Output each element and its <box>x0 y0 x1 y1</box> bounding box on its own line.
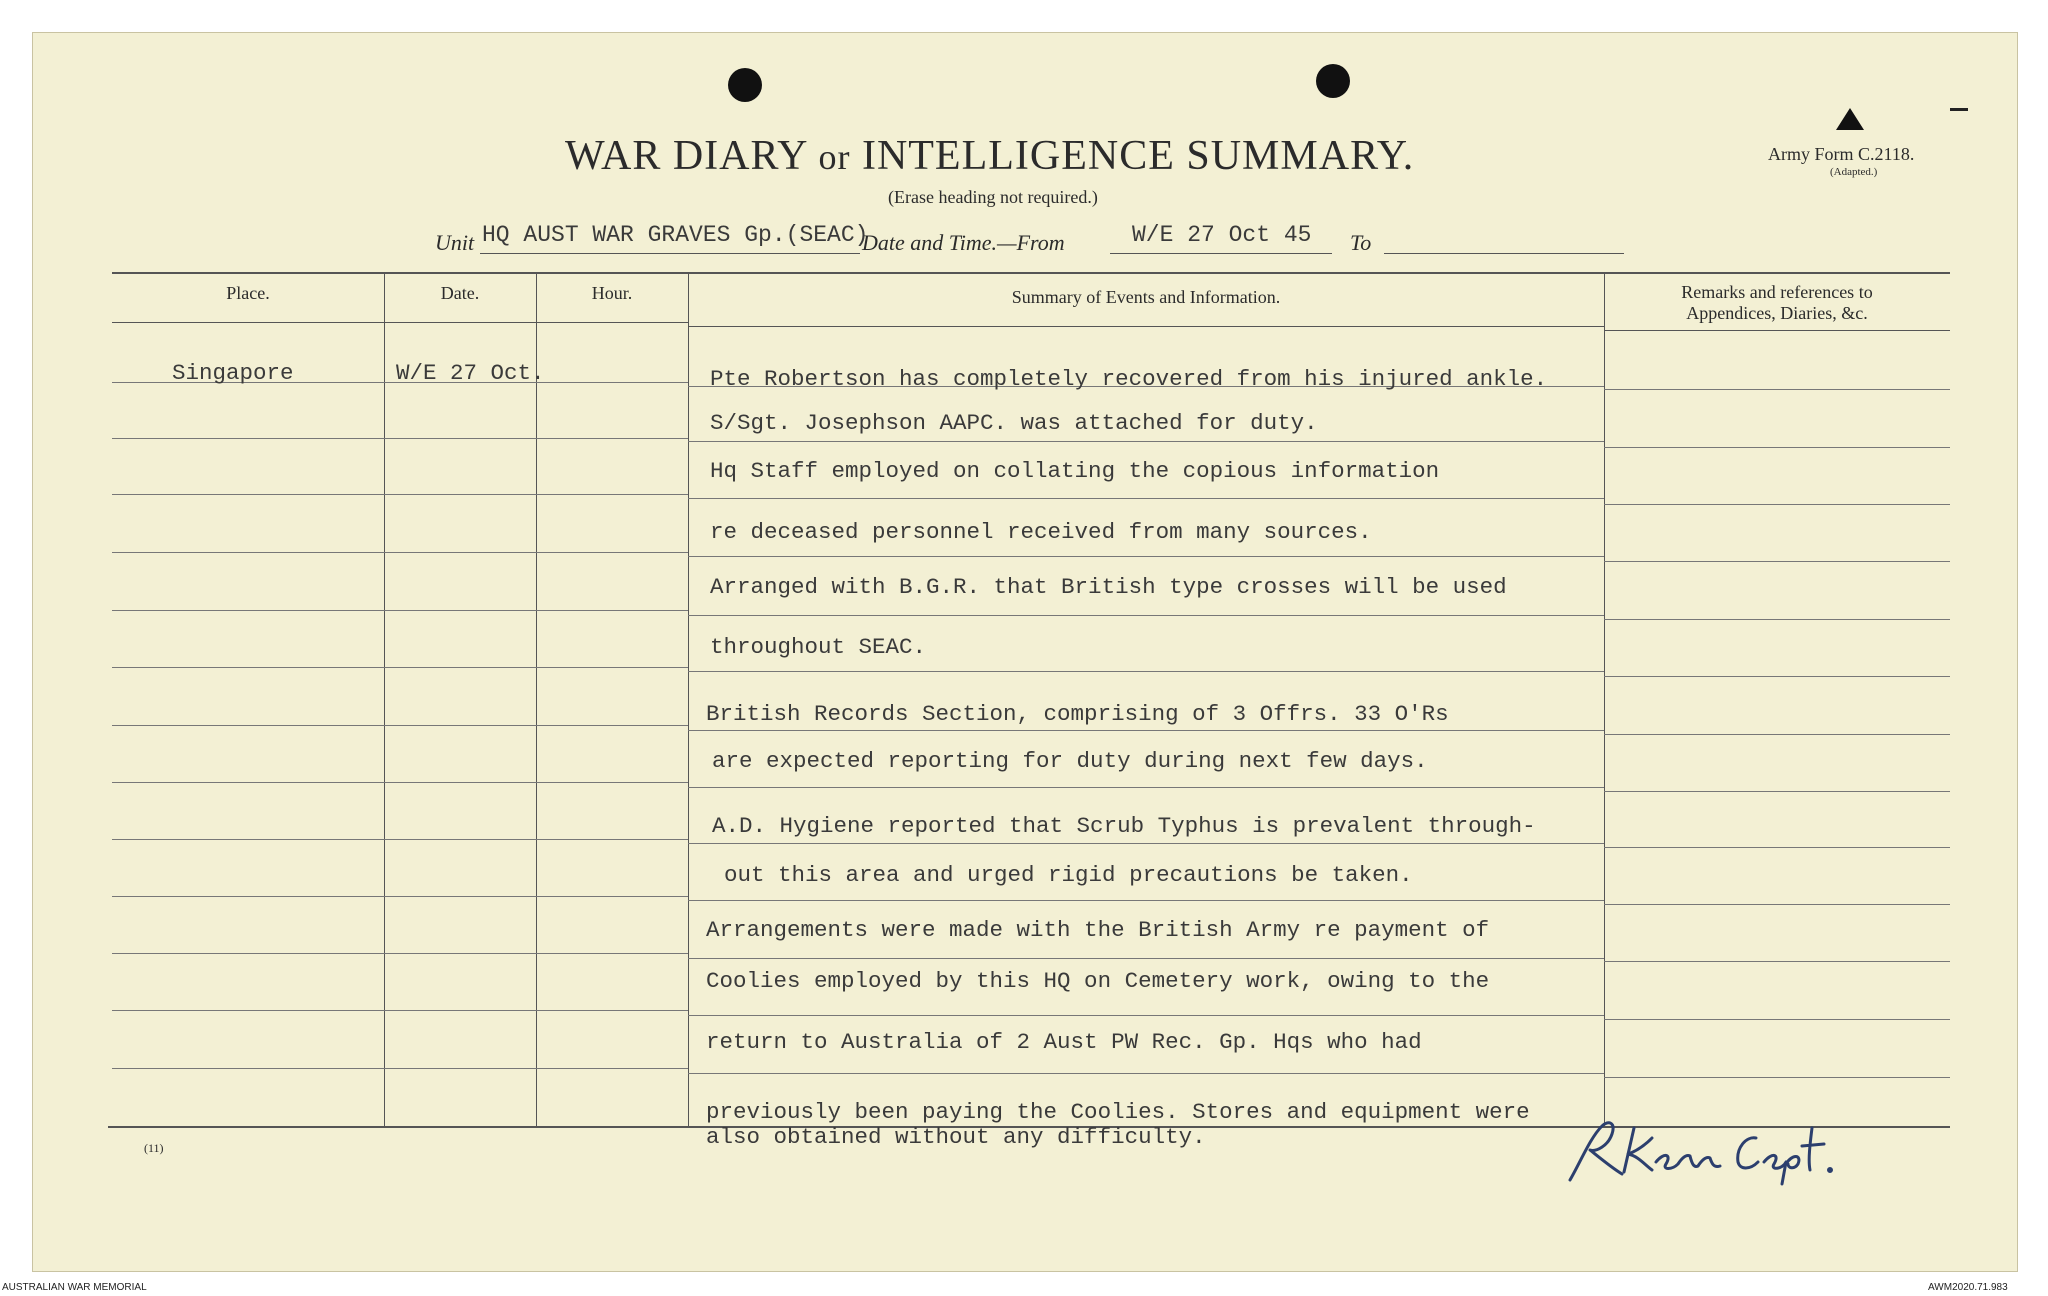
summary-line-1: Pte Robertson has completely recovered from his injured ankle. <box>710 366 1548 392</box>
ruled-line-remarks <box>1604 961 1950 962</box>
to-label: To <box>1350 230 1372 255</box>
ruled-line-left <box>112 667 688 668</box>
ruled-line-summary <box>688 730 1604 731</box>
ruled-line-left <box>112 610 688 611</box>
ruled-line-remarks <box>1604 676 1950 677</box>
ruled-line-remarks <box>1604 504 1950 505</box>
summary-line-11: Arrangements were made with the British Army re payment of <box>706 917 1490 943</box>
column-divider-place-date <box>384 272 385 1126</box>
corner-mark-triangle <box>1836 108 1864 130</box>
ruled-line-remarks <box>1604 847 1950 848</box>
summary-line-6: throughout SEAC. <box>710 634 927 660</box>
entry-date: W/E 27 Oct. <box>396 360 545 386</box>
ruled-line-remarks <box>1604 561 1950 562</box>
remarks-header-line2: Appendices, Diaries, &c. <box>1686 303 1868 323</box>
column-divider-hour-summary <box>688 272 689 1126</box>
unit-value: HQ AUST WAR GRAVES Gp.(SEAC) <box>482 222 869 248</box>
ruled-line-remarks <box>1604 791 1950 792</box>
column-divider-summary-remarks <box>1604 272 1605 1126</box>
entry-place: Singapore <box>172 360 294 386</box>
signature <box>1560 1108 1860 1188</box>
ruled-line-summary <box>688 843 1604 844</box>
ruled-line-left <box>112 552 688 553</box>
ruled-line-left <box>112 953 688 954</box>
summary-line-12: Coolies employed by this HQ on Cemetery work, owing to the <box>706 968 1490 994</box>
punch-hole-right <box>1316 64 1350 98</box>
form-subtitle: (Erase heading not required.) <box>888 187 1098 207</box>
column-header-summary: Summary of Events and Information. <box>1011 287 1281 307</box>
form-title <box>565 132 1414 180</box>
ruled-line-left <box>112 1010 688 1011</box>
column-header-place: Place. <box>226 283 270 303</box>
table-header-divider-summary <box>688 326 1604 327</box>
column-header-hour: Hour. <box>591 283 633 303</box>
date-time-label: Date and Time.—From <box>862 230 1065 255</box>
date-time-value: W/E 27 Oct 45 <box>1132 222 1312 248</box>
summary-line-15: also obtained without any difficulty. <box>706 1124 1206 1150</box>
column-header-date: Date. <box>440 283 480 303</box>
ruled-line-left <box>112 494 688 495</box>
ruled-line-summary <box>688 441 1604 442</box>
ruled-line-summary <box>688 1073 1604 1074</box>
ruled-line-remarks <box>1604 734 1950 735</box>
ruled-line-summary <box>688 498 1604 499</box>
summary-line-4: re deceased personnel received from many sources. <box>710 519 1372 545</box>
unit-label: Unit <box>435 230 475 255</box>
ruled-line-summary <box>688 1015 1604 1016</box>
punch-hole-left <box>728 68 762 102</box>
column-divider-date-hour <box>536 272 537 1126</box>
archive-credit: AUSTRALIAN WAR MEMORIAL <box>2 1282 147 1293</box>
summary-line-8: are expected reporting for duty during next few days. <box>712 748 1428 774</box>
table-header-divider-remarks <box>1604 330 1950 331</box>
title-intelligence-summary: INTELLIGENCE SUMMARY. <box>861 133 1415 179</box>
ruled-line-left <box>112 782 688 783</box>
form-footer-number: (11) <box>144 1141 164 1155</box>
ruled-line-remarks <box>1604 447 1950 448</box>
ruled-line-summary <box>688 671 1604 672</box>
ruled-line-left <box>112 896 688 897</box>
table-header-divider-left <box>112 322 688 323</box>
army-form-number: Army Form C.2118. <box>1768 144 1915 164</box>
summary-line-10: out this area and urged rigid precautions be taken. <box>724 862 1413 888</box>
summary-line-7: British Records Section, comprising of 3 Offrs. 33 O'Rs <box>706 701 1449 727</box>
ruled-line-remarks <box>1604 619 1950 620</box>
ruled-line-summary <box>688 556 1604 557</box>
ruled-line-remarks <box>1604 1019 1950 1020</box>
summary-line-3: Hq Staff employed on collating the copious information <box>710 458 1440 484</box>
ruled-line-summary <box>688 615 1604 616</box>
archive-reference: AWM2020.71.983 <box>1928 1282 2008 1293</box>
summary-line-2: S/Sgt. Josephson AAPC. was attached for duty. <box>710 410 1318 436</box>
summary-line-13: return to Australia of 2 Aust PW Rec. Gp. Hqs who had <box>706 1029 1422 1055</box>
corner-mark-dash <box>1950 108 1968 111</box>
ruled-line-left <box>112 725 688 726</box>
ruled-line-left <box>112 1068 688 1069</box>
summary-line-14: previously been paying the Coolies. Stores and equipment were <box>706 1099 1530 1125</box>
diary-sheet <box>32 32 2018 1272</box>
column-header-remarks <box>1604 282 1950 324</box>
to-underline <box>1384 253 1624 254</box>
title-war-diary: WAR DIARY <box>565 133 807 179</box>
table-top-border <box>112 272 1950 274</box>
summary-line-9: A.D. Hygiene reported that Scrub Typhus is prevalent through- <box>712 813 1536 839</box>
adapted-note: (Adapted.) <box>1830 166 1878 178</box>
ruled-line-remarks <box>1604 389 1950 390</box>
ruled-line-remarks <box>1604 1077 1950 1078</box>
ruled-line-remarks <box>1604 904 1950 905</box>
ruled-line-left <box>112 839 688 840</box>
ruled-line-summary <box>688 787 1604 788</box>
date-time-underline <box>1110 253 1332 254</box>
ruled-line-left <box>112 438 688 439</box>
ruled-line-summary <box>688 958 1604 959</box>
remarks-header-line1: Remarks and references to <box>1681 282 1873 302</box>
unit-underline <box>480 253 860 254</box>
ruled-line-summary <box>688 900 1604 901</box>
summary-line-5: Arranged with B.G.R. that British type crosses will be used <box>710 574 1507 600</box>
title-or: or <box>818 137 851 177</box>
